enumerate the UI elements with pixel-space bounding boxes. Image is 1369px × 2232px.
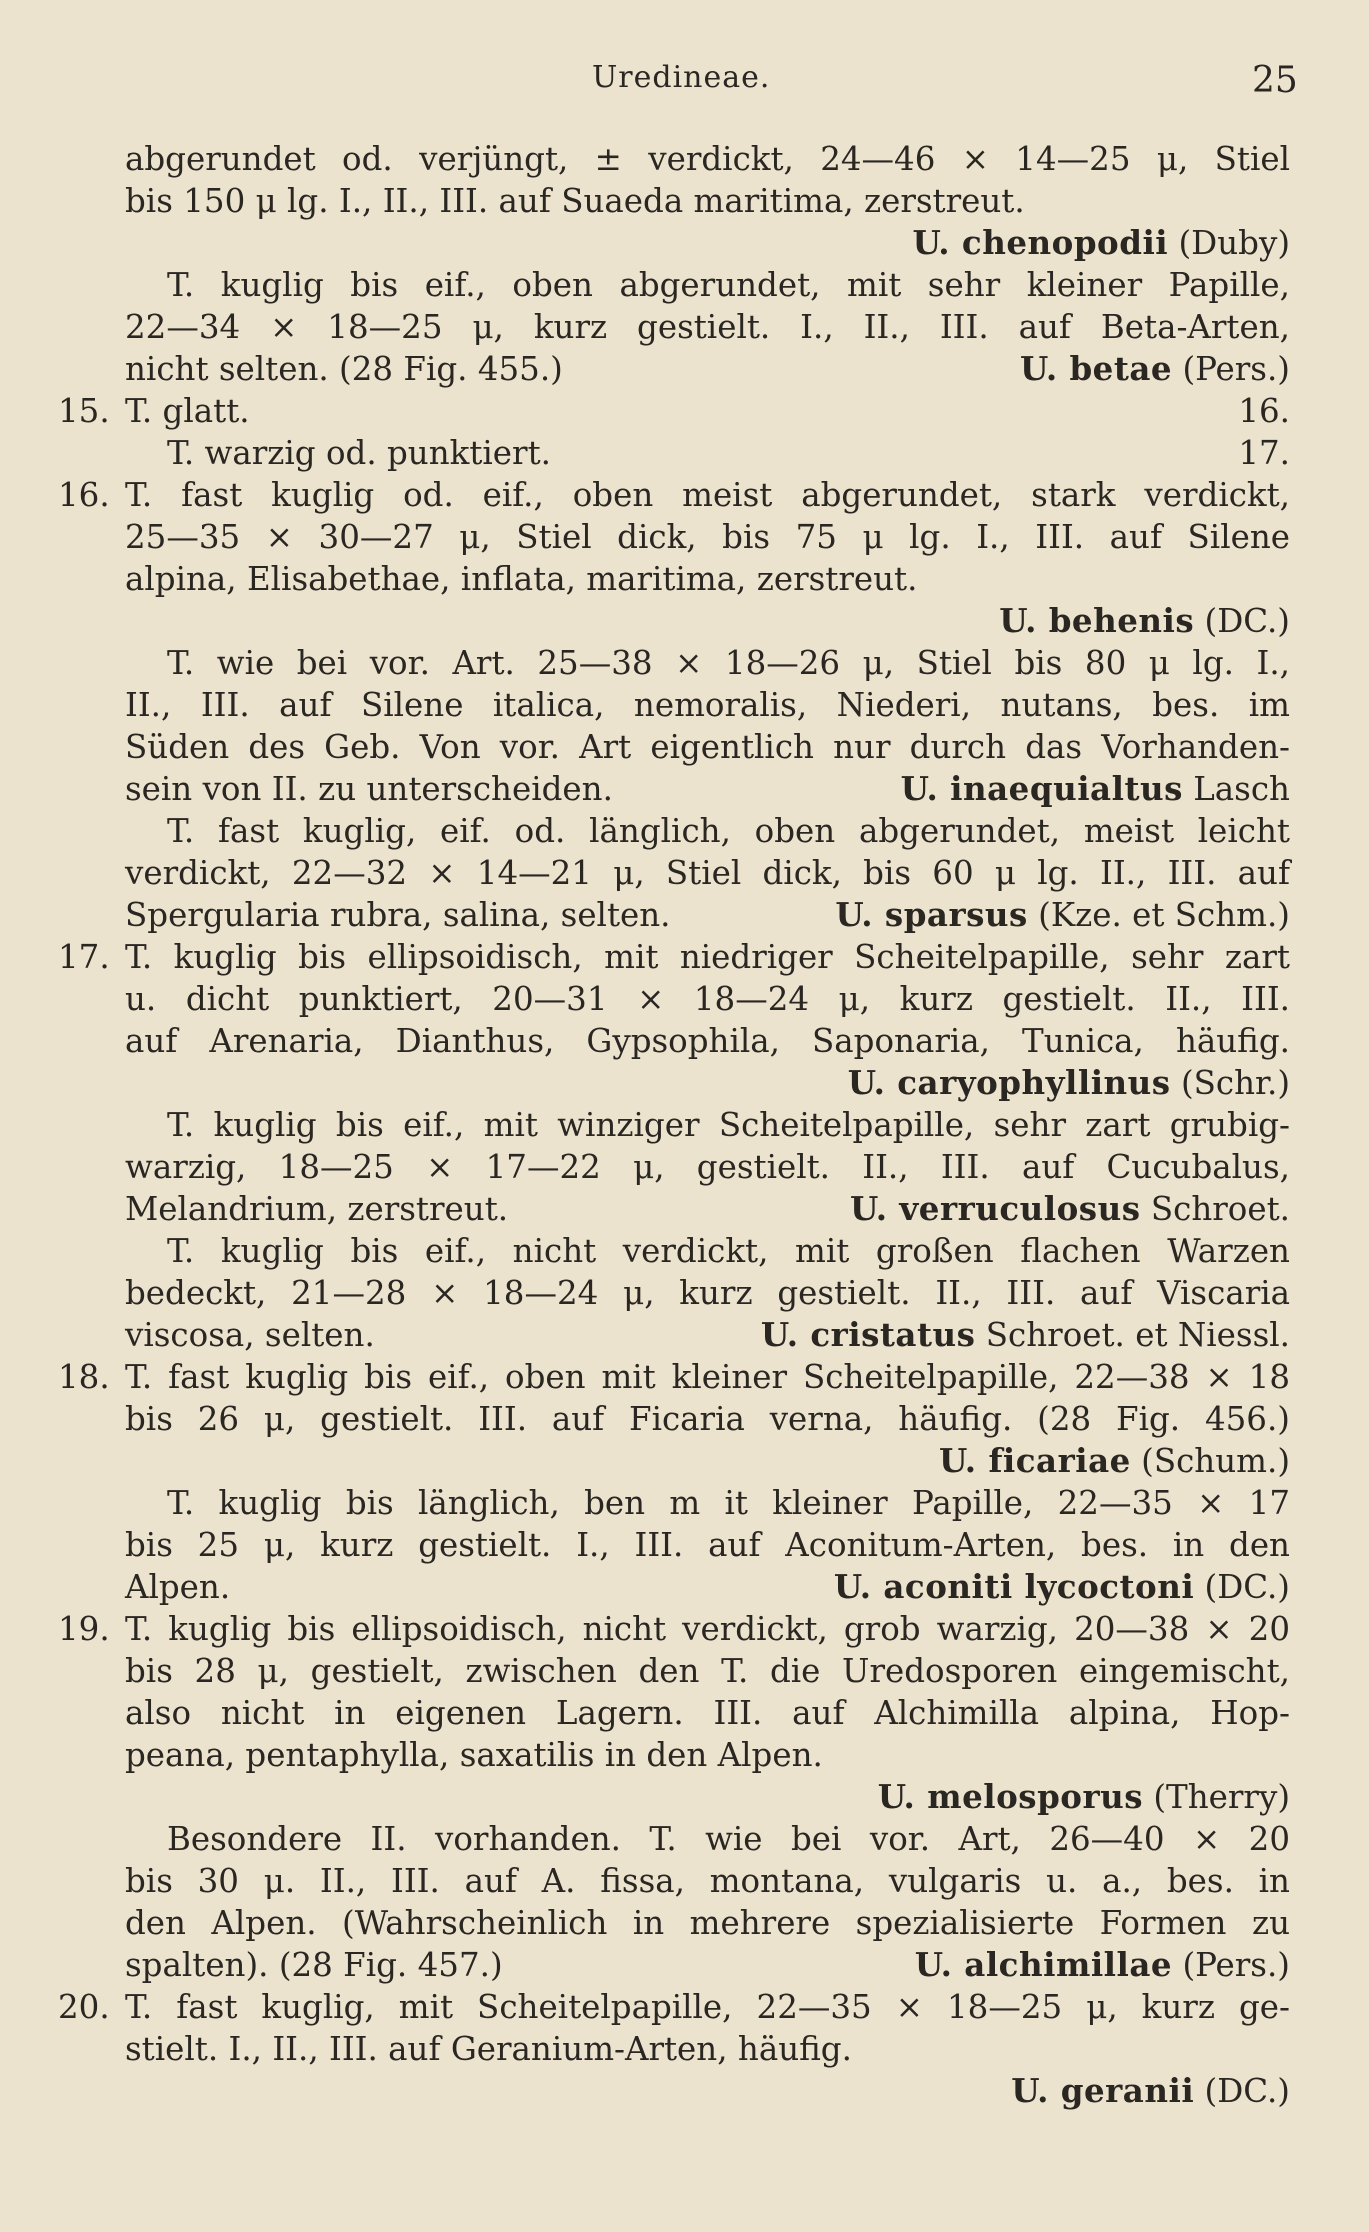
key-number: 18. (58, 1358, 110, 1396)
species-epithet: U. geranii (1011, 2071, 1195, 2110)
line-text: bis 150 μ lg. I., II., III. auf Suaeda maritima, zerstreut. (125, 182, 1025, 220)
running-title: Uredineae. (592, 60, 771, 95)
line-text: T. fast kuglig od. eif., oben meist abgerundet, stark verdickt, (125, 476, 1290, 514)
text-line (0, 1608, 1369, 1650)
species-epithet: U. betae (1019, 349, 1173, 388)
line-text: alpina, Elisabethae, inflata, maritima, zerstreut. (125, 560, 918, 598)
text-line (0, 1146, 1369, 1188)
text-line (0, 600, 1369, 642)
text-line (0, 1440, 1369, 1482)
species-author: Schroet. et Niessl. (975, 1316, 1290, 1354)
page-header (0, 60, 1369, 110)
species-name (761, 1314, 1290, 1356)
text-line (0, 1230, 1369, 1272)
text-line (0, 222, 1369, 264)
text-line (0, 348, 1369, 390)
text-line (0, 1062, 1369, 1104)
species-epithet: U. sparsus (835, 895, 1028, 934)
line-text: T. fast kuglig, mit Scheitelpapille, 22—35 × 18—25 μ, kurz ge- (125, 1988, 1290, 2026)
species-author: (Duby) (1168, 224, 1290, 262)
species-name (1011, 2070, 1290, 2112)
species-name (1020, 348, 1290, 390)
species-epithet: U. verruculosus (849, 1189, 1141, 1228)
line-text: bis 25 μ, kurz gestielt. I., III. auf Aconitum-Arten, bes. in den (125, 1526, 1290, 1564)
species-author: (Kze. et Schm.) (1027, 896, 1290, 934)
line-text: T. glatt. (125, 392, 250, 430)
line-text: Melandrium, zerstreut. (125, 1190, 509, 1228)
species-epithet: U. caryophyllinus (847, 1063, 1171, 1102)
text-line (0, 1986, 1369, 2028)
species-author: (Pers.) (1172, 350, 1290, 388)
text-line (0, 432, 1369, 474)
line-text: T. fast kuglig, eif. od. länglich, oben abgerundet, meist leicht (167, 812, 1290, 850)
species-author: Schroet. (1140, 1190, 1290, 1228)
line-text: also nicht in eigenen Lagern. III. auf Alchimilla alpina, Hop- (125, 1694, 1290, 1732)
species-author: (DC.) (1194, 1568, 1290, 1606)
line-text: viscosa, selten. (125, 1316, 375, 1354)
species-epithet: U. aconiti lycoctoni (833, 1567, 1195, 1606)
key-reference: 16. (1238, 392, 1290, 430)
text-line (0, 1482, 1369, 1524)
text-line (0, 474, 1369, 516)
species-epithet: U. inaequialtus (900, 769, 1183, 808)
line-text: T. kuglig bis länglich, ben m it kleiner Papille, 22—35 × 17 (167, 1484, 1290, 1522)
species-epithet: U. chenopodii (912, 223, 1169, 262)
species-author: (Schum.) (1130, 1442, 1290, 1480)
species-author: Lasch (1182, 770, 1290, 808)
line-text: bis 28 μ, gestielt, zwischen den T. die Uredosporen eingemischt, (125, 1652, 1290, 1690)
text-line (0, 138, 1369, 180)
line-text: sein von II. zu unterscheiden. (125, 770, 613, 808)
species-author: (Pers.) (1172, 1946, 1290, 1984)
line-text: peana, pentaphylla, saxatilis in den Alpen. (125, 1736, 823, 1774)
text-line (0, 894, 1369, 936)
species-epithet: U. alchimillae (914, 1945, 1173, 1984)
line-text: nicht selten. (28 Fig. 455.) (125, 350, 563, 388)
line-text: Alpen. (125, 1568, 231, 1606)
text-line (0, 1776, 1369, 1818)
text-line (0, 936, 1369, 978)
text-line (0, 810, 1369, 852)
text-line (0, 1524, 1369, 1566)
text-line (0, 1818, 1369, 1860)
text-line (0, 1398, 1369, 1440)
line-text: verdickt, 22—32 × 14—21 μ, Stiel dick, bis 60 μ lg. II., III. auf (125, 854, 1290, 892)
text-line (0, 390, 1369, 432)
text-line (0, 264, 1369, 306)
line-text: stielt. I., II., III. auf Geranium-Arten, häufig. (125, 2030, 852, 2068)
text-line (0, 558, 1369, 600)
line-text: abgerundet od. verjüngt, ± verdickt, 24—46 × 14—25 μ, Stiel (125, 140, 1290, 178)
text-line (0, 768, 1369, 810)
line-text: Besondere II. vorhanden. T. wie bei vor. Art, 26—40 × 20 (167, 1820, 1290, 1858)
species-author: (Schr.) (1170, 1064, 1290, 1102)
text-line (0, 516, 1369, 558)
species-name (850, 1188, 1290, 1230)
text-line (0, 1692, 1369, 1734)
species-epithet: U. cristatus (760, 1315, 976, 1354)
key-number: 15. (58, 392, 110, 430)
line-text: T. warzig od. punktiert. (167, 434, 551, 472)
species-name (848, 1062, 1290, 1104)
key-reference: 17. (1238, 434, 1290, 472)
text-line (0, 2070, 1369, 2112)
text-line (0, 1944, 1369, 1986)
species-name (901, 768, 1290, 810)
line-text: 25—35 × 30—27 μ, Stiel dick, bis 75 μ lg. I., III. auf Silene (125, 518, 1290, 556)
line-text: warzig, 18—25 × 17—22 μ, gestielt. II., III. auf Cucubalus, (125, 1148, 1290, 1186)
key-number: 20. (58, 1988, 110, 2026)
text-line (0, 1902, 1369, 1944)
species-name (912, 222, 1290, 264)
species-author: (DC.) (1194, 2072, 1290, 2110)
text-line (0, 1188, 1369, 1230)
key-number: 19. (58, 1610, 110, 1648)
text-line (0, 1356, 1369, 1398)
line-text: auf Arenaria, Dianthus, Gypsophila, Saponaria, Tunica, häufig. (125, 1022, 1290, 1060)
species-name (834, 1566, 1290, 1608)
text-line (0, 1734, 1369, 1776)
page-number: 25 (1252, 60, 1298, 101)
line-text: 22—34 × 18—25 μ, kurz gestielt. I., II., III. auf Beta-Arten, (125, 308, 1290, 346)
line-text: T. kuglig bis ellipsoidisch, mit niedriger Scheitelpapille, sehr zart (125, 938, 1290, 976)
line-text: T. kuglig bis eif., oben abgerundet, mit sehr kleiner Papille, (167, 266, 1290, 304)
line-text: T. kuglig bis ellipsoidisch, nicht verdickt, grob warzig, 20—38 × 20 (125, 1610, 1290, 1648)
species-epithet: U. behenis (999, 601, 1195, 640)
species-author: (Therry) (1143, 1778, 1290, 1816)
text-line (0, 1020, 1369, 1062)
species-name (835, 894, 1290, 936)
key-number: 17. (58, 938, 110, 976)
line-text: T. kuglig bis eif., nicht verdickt, mit großen flachen Warzen (167, 1232, 1290, 1270)
species-epithet: U. melosporus (877, 1777, 1144, 1816)
species-name (999, 600, 1290, 642)
line-text: T. kuglig bis eif., mit winziger Scheitelpapille, sehr zart grubig- (167, 1106, 1290, 1144)
line-text: bedeckt, 21—28 × 18—24 μ, kurz gestielt. II., III. auf Viscaria (125, 1274, 1290, 1312)
page-body (0, 138, 1369, 2112)
text-line (0, 1650, 1369, 1692)
text-line (0, 2028, 1369, 2070)
text-line (0, 1272, 1369, 1314)
species-name (915, 1944, 1290, 1986)
line-text: Spergularia rubra, salina, selten. (125, 896, 671, 934)
line-text: Süden des Geb. Von vor. Art eigentlich nur durch das Vorhanden- (125, 728, 1290, 766)
line-text: bis 30 μ. II., III. auf A. fissa, montana, vulgaris u. a., bes. in (125, 1862, 1290, 1900)
species-author: (DC.) (1194, 602, 1290, 640)
text-line (0, 1314, 1369, 1356)
text-line (0, 978, 1369, 1020)
line-text: den Alpen. (Wahrscheinlich in mehrere spezialisierte Formen zu (125, 1904, 1290, 1942)
line-text: u. dicht punktiert, 20—31 × 18—24 μ, kurz gestielt. II., III. (125, 980, 1290, 1018)
text-line (0, 306, 1369, 348)
line-text: T. wie bei vor. Art. 25—38 × 18—26 μ, Stiel bis 80 μ lg. I., (167, 644, 1290, 682)
species-epithet: U. ficariae (938, 1441, 1131, 1480)
text-line (0, 180, 1369, 222)
text-line (0, 1860, 1369, 1902)
species-name (878, 1776, 1290, 1818)
text-line (0, 726, 1369, 768)
text-line (0, 1104, 1369, 1146)
text-line (0, 642, 1369, 684)
text-line (0, 1566, 1369, 1608)
text-line (0, 684, 1369, 726)
line-text: II., III. auf Silene italica, nemoralis, Niederi, nutans, bes. im (125, 686, 1290, 724)
line-text: bis 26 μ, gestielt. III. auf Ficaria verna, häufig. (28 Fig. 456.) (125, 1400, 1290, 1438)
text-line (0, 852, 1369, 894)
line-text: spalten). (28 Fig. 457.) (125, 1946, 503, 1984)
species-name (939, 1440, 1290, 1482)
line-text: T. fast kuglig bis eif., oben mit kleiner Scheitelpapille, 22—38 × 18 (125, 1358, 1290, 1396)
key-number: 16. (58, 476, 110, 514)
